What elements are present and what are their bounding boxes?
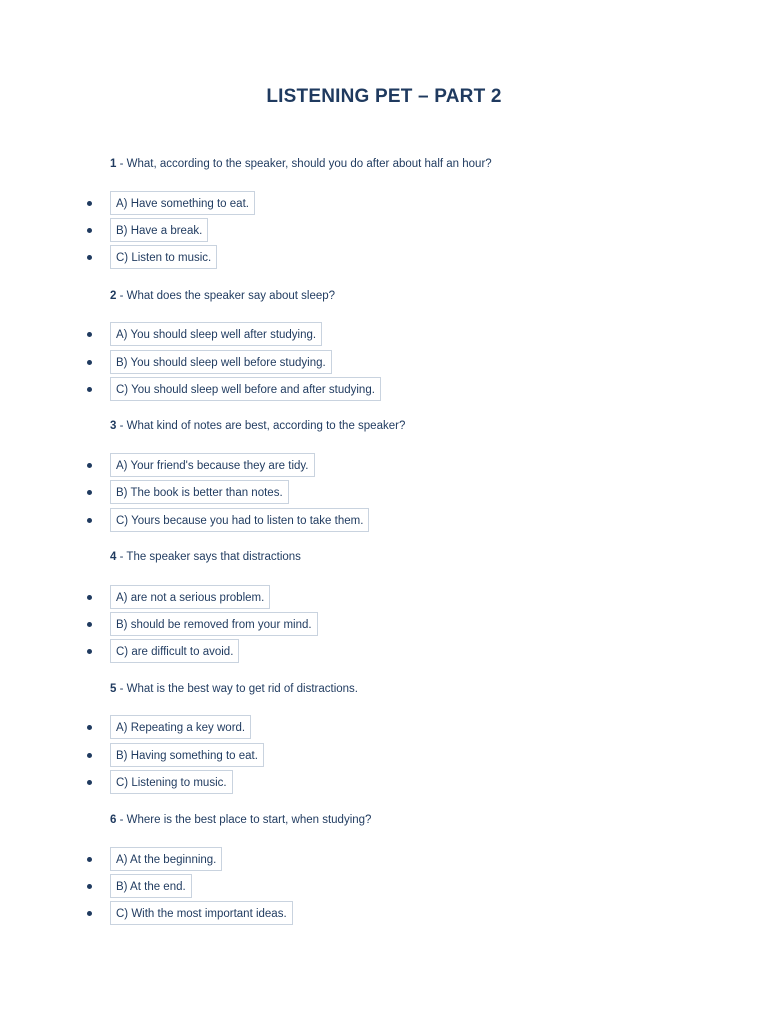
question-number: 3 xyxy=(110,420,117,432)
bullet-icon xyxy=(87,255,92,260)
bullet-icon xyxy=(87,622,92,627)
question-number: 5 xyxy=(110,683,117,695)
bullet-icon xyxy=(87,387,92,392)
answer-2c[interactable]: C) You should sleep well before and after studying. xyxy=(110,377,381,401)
answer-5b[interactable]: B) Having something to eat. xyxy=(110,743,264,767)
answer-option xyxy=(0,245,768,271)
question-4 xyxy=(110,551,301,563)
answer-6a[interactable]: A) At the beginning. xyxy=(110,847,222,871)
bullet-icon xyxy=(87,228,92,233)
answer-option xyxy=(0,480,768,506)
bullet-icon xyxy=(87,201,92,206)
answer-1c[interactable]: C) Listen to music. xyxy=(110,245,217,269)
bullet-icon xyxy=(87,595,92,600)
question-text: - What is the best way to get rid of distractions. xyxy=(116,683,359,695)
question-number: 2 xyxy=(110,290,117,302)
question-2 xyxy=(110,290,335,302)
answer-option xyxy=(0,874,768,900)
answer-option xyxy=(0,901,768,927)
answer-2a[interactable]: A) You should sleep well after studying. xyxy=(110,322,322,346)
answer-option xyxy=(0,350,768,376)
question-text: - What does the speaker say about sleep? xyxy=(116,290,336,302)
answer-1a[interactable]: A) Have something to eat. xyxy=(110,191,255,215)
answer-2b[interactable]: B) You should sleep well before studying. xyxy=(110,350,332,374)
question-text: - What kind of notes are best, according to the speaker? xyxy=(116,420,406,432)
answer-1b[interactable]: B) Have a break. xyxy=(110,218,208,242)
question-number: 6 xyxy=(110,814,117,826)
bullet-icon xyxy=(87,463,92,468)
answer-option xyxy=(0,453,768,479)
answer-5c[interactable]: C) Listening to music. xyxy=(110,770,233,794)
answer-option xyxy=(0,191,768,217)
answer-option xyxy=(0,770,768,796)
answer-option xyxy=(0,585,768,611)
question-number: 1 xyxy=(110,158,117,170)
question-text: - What, according to the speaker, should you do after about half an hour? xyxy=(116,158,492,170)
answer-4c[interactable]: C) are difficult to avoid. xyxy=(110,639,239,663)
question-5 xyxy=(110,683,358,695)
question-text: - Where is the best place to start, when studying? xyxy=(116,814,372,826)
answer-6b[interactable]: B) At the end. xyxy=(110,874,192,898)
bullet-icon xyxy=(87,857,92,862)
bullet-icon xyxy=(87,490,92,495)
bullet-icon xyxy=(87,360,92,365)
bullet-icon xyxy=(87,725,92,730)
answer-option xyxy=(0,639,768,665)
question-1 xyxy=(110,158,492,170)
answer-option xyxy=(0,218,768,244)
question-number: 4 xyxy=(110,551,117,563)
question-3 xyxy=(110,420,405,432)
answer-option xyxy=(0,322,768,348)
bullet-icon xyxy=(87,332,92,337)
answer-option xyxy=(0,847,768,873)
answer-3c[interactable]: C) Yours because you had to listen to take them. xyxy=(110,508,369,532)
answer-4a[interactable]: A) are not a serious problem. xyxy=(110,585,270,609)
answer-6c[interactable]: C) With the most important ideas. xyxy=(110,901,293,925)
answer-option xyxy=(0,743,768,769)
answer-3b[interactable]: B) The book is better than notes. xyxy=(110,480,289,504)
bullet-icon xyxy=(87,649,92,654)
answer-3a[interactable]: A) Your friend's because they are tidy. xyxy=(110,453,315,477)
answer-option xyxy=(0,612,768,638)
question-text: - The speaker says that distractions xyxy=(116,551,301,563)
answer-option xyxy=(0,377,768,403)
answer-4b[interactable]: B) should be removed from your mind. xyxy=(110,612,318,636)
answer-option xyxy=(0,508,768,534)
bullet-icon xyxy=(87,518,92,523)
answer-option xyxy=(0,715,768,741)
bullet-icon xyxy=(87,780,92,785)
bullet-icon xyxy=(87,884,92,889)
bullet-icon xyxy=(87,911,92,916)
answer-5a[interactable]: A) Repeating a key word. xyxy=(110,715,251,739)
question-6 xyxy=(110,814,371,826)
bullet-icon xyxy=(87,753,92,758)
page-title: LISTENING PET – PART 2 xyxy=(266,86,502,107)
